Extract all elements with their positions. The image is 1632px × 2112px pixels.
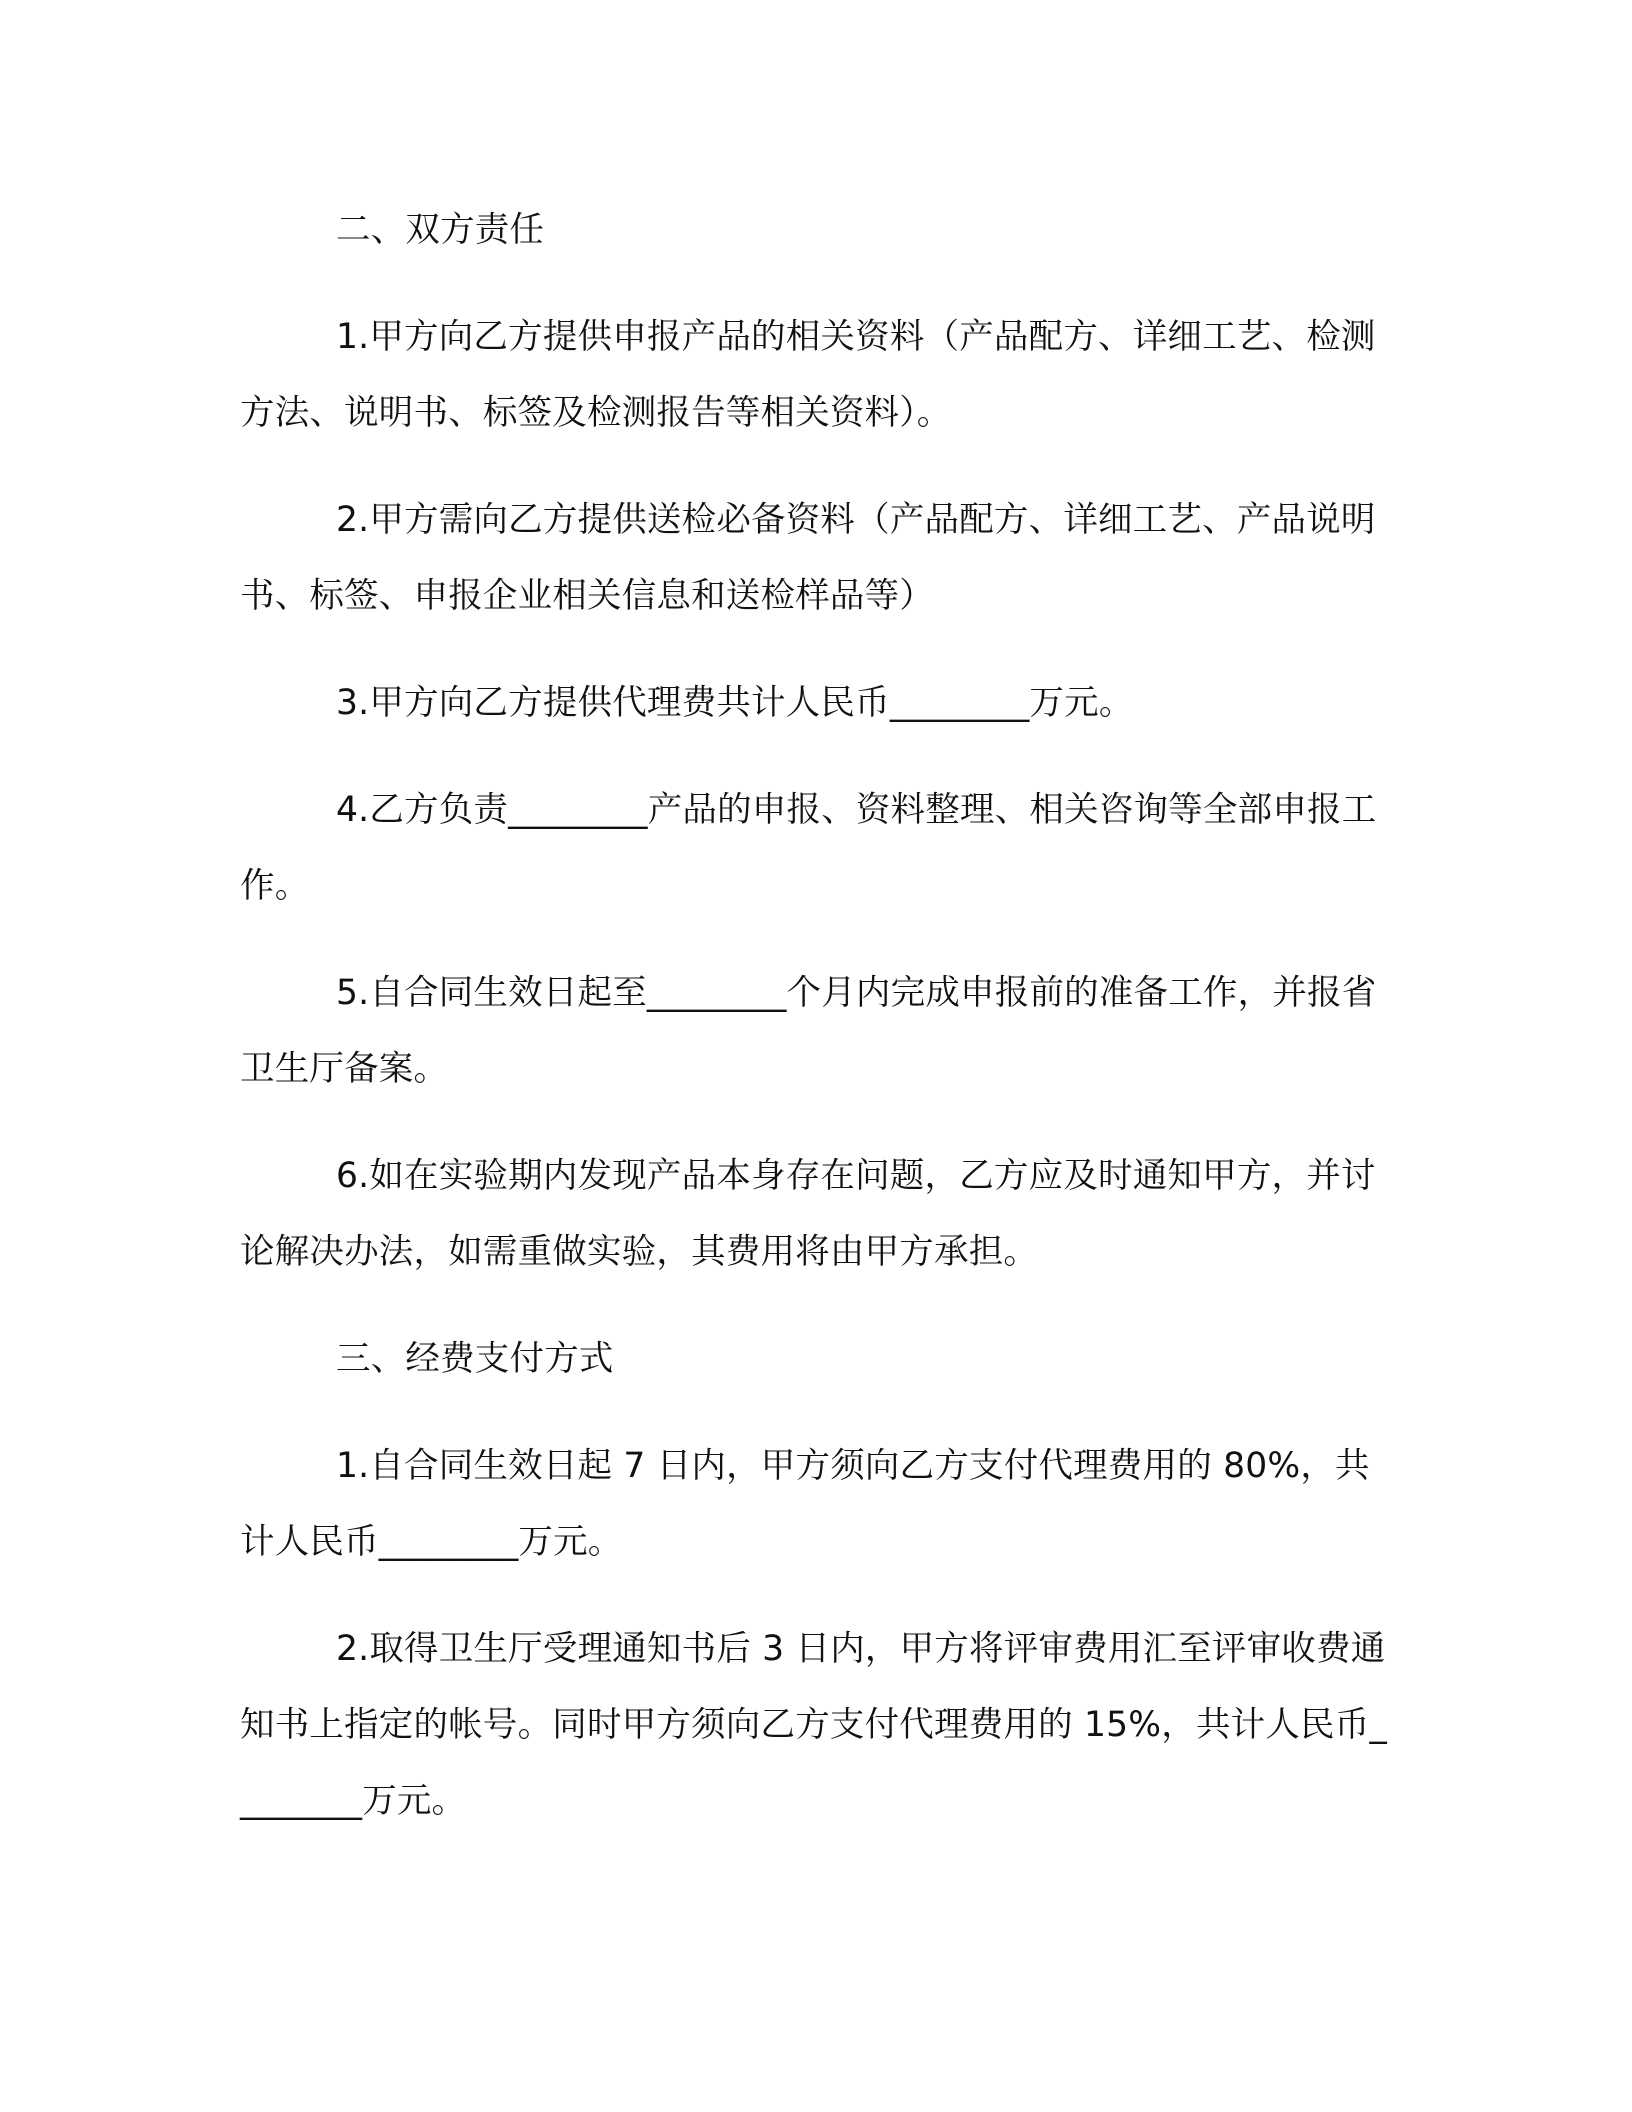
clause-3-1: 1.自合同生效日起 7 日内，甲方须向乙方支付代理费用的 80%，共计人民币________万元。 [240, 1446, 1370, 1562]
clause-2-5: 5.自合同生效日起至________个月内完成申报前的准备工作，并报省卫生厅备案。 [240, 973, 1377, 1089]
clause-3-2: 2.取得卫生厅受理通知书后 3 日内，甲方将评审费用汇至评审收费通知书上指定的帐号。同时甲方须向乙方支付代理费用的 15%，共计人民币________万元。 [240, 1629, 1387, 1821]
section-heading-payment: 三、经费支付方式 [336, 1339, 614, 1379]
clause-2-6: 6.如在实验期内发现产品本身存在问题，乙方应及时通知甲方，并讨论解决办法，如需重做实验，其费用将由甲方承担。 [240, 1156, 1376, 1272]
clause-2-4: 4.乙方负责________产品的申报、资料整理、相关咨询等全部申报工作。 [240, 790, 1377, 906]
clause-2-1: 1.甲方向乙方提供申报产品的相关资料（产品配方、详细工艺、检测方法、说明书、标签及检测报告等相关资料）。 [240, 317, 1376, 433]
clause-2-2: 2.甲方需向乙方提供送检必备资料（产品配方、详细工艺、产品说明书、标签、申报企业相关信息和送检样品等） [240, 500, 1376, 616]
section-heading-responsibilities: 二、双方责任 [336, 210, 545, 250]
clause-2-3: 3.甲方向乙方提供代理费共计人民币________万元。 [336, 683, 1134, 723]
document-body [240, 192, 1388, 1839]
